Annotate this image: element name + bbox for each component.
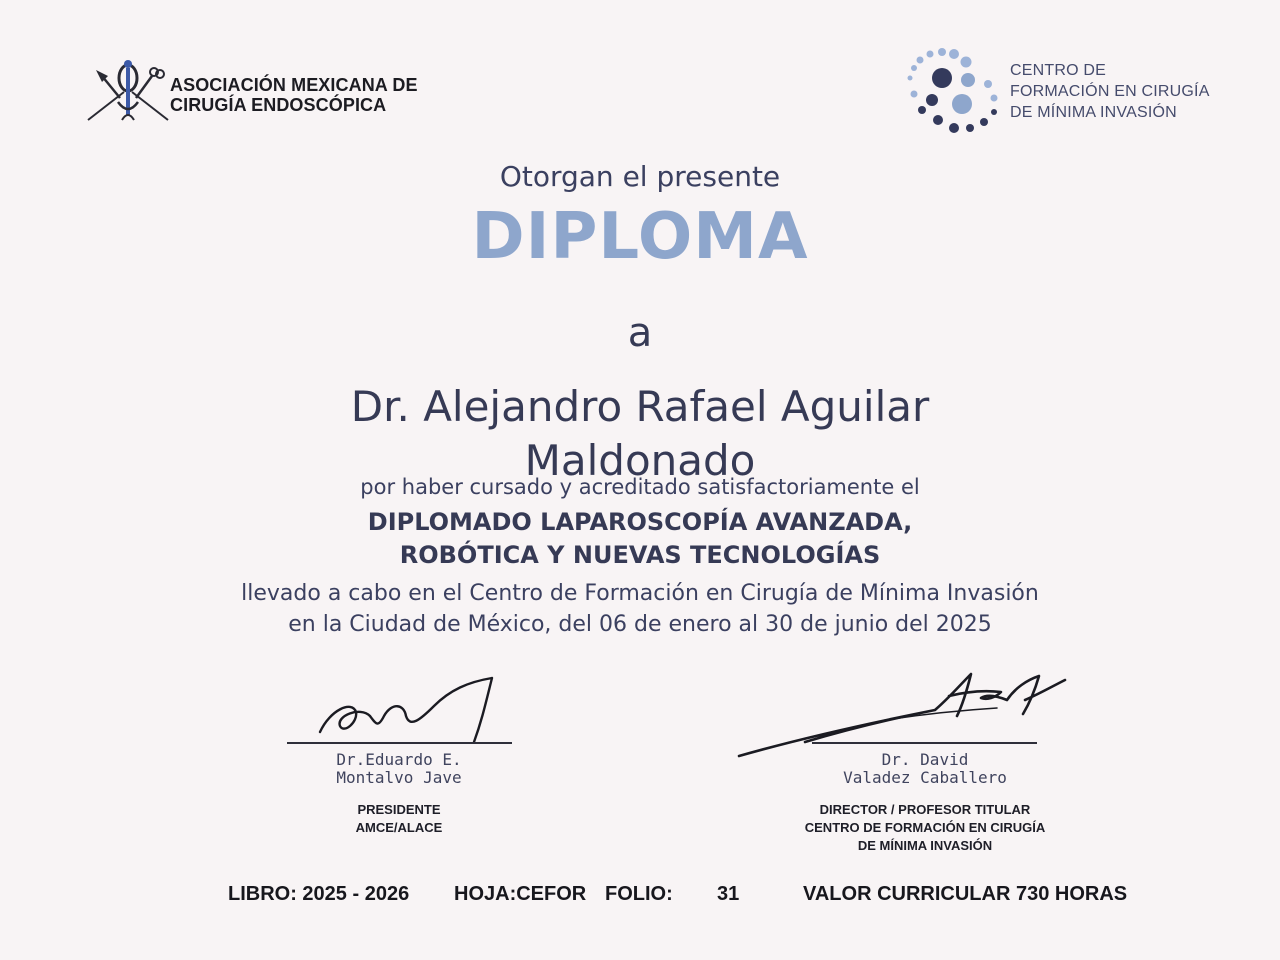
signatory-left-name-line2: Montalvo Jave [336, 768, 462, 787]
signatory-right [775, 751, 1075, 855]
signature-left [300, 676, 530, 746]
signatory-right-name-line1: Dr. David [881, 750, 969, 769]
signatory-left-role-line2: AMCE/ALACE [355, 820, 443, 835]
program-line2: ROBÓTICA Y NUEVAS TECNOLOGÍAS [399, 541, 881, 569]
intro-text: Otorgan el presente [499, 160, 781, 193]
signatory-right-name [775, 751, 1075, 787]
amce-logo [86, 58, 426, 128]
signatory-right-name-line2: Valadez Caballero [843, 768, 1007, 787]
diploma-title: DIPLOMA [471, 200, 809, 274]
recipient-line2: Maldonado [524, 436, 756, 485]
signatory-right-role-line1: DIRECTOR / PROFESOR TITULAR [819, 802, 1031, 817]
reason-text: por haber cursado y acreditado satisfactoriamente el [360, 475, 920, 499]
cefor-name-line1: CENTRO DE [1010, 62, 1107, 79]
cefor-logo [906, 48, 1226, 140]
footer-valor: VALOR CURRICULAR 730 HORAS [803, 883, 1128, 905]
footer-folio-label: FOLIO: [605, 883, 673, 905]
footer-libro: LIBRO: 2025 - 2026 [228, 883, 410, 905]
cefor-name-line2: FORMACIÓN EN CIRUGÍA [1010, 83, 1210, 100]
signatory-left [249, 751, 549, 837]
footer-hoja: HOJA:CEFOR [454, 883, 587, 905]
amce-name-line1: ASOCIACIÓN MEXICANA DE [170, 75, 418, 95]
amce-name [170, 75, 418, 115]
signatory-right-role [775, 801, 1075, 855]
amce-name-line2: CIRUGÍA ENDOSCÓPICA [170, 95, 387, 115]
to-word: a [627, 310, 653, 356]
surgical-emblem-icon [86, 58, 170, 128]
signature-line-right [812, 742, 1037, 744]
place-line1: llevado a cabo en el Centro de Formación en Cirugía de Mínima Invasión [241, 581, 1039, 606]
program-line1: DIPLOMADO LAPAROSCOPÍA AVANZADA, [367, 508, 913, 536]
recipient-line1: Dr. Alejandro Rafael Aguilar [350, 382, 930, 431]
cefor-name-line3: DE MÍNIMA INVASIÓN [1010, 104, 1177, 121]
signatory-right-role-line3: DE MÍNIMA INVASIÓN [857, 838, 993, 853]
signatory-left-role-line1: PRESIDENTE [357, 802, 441, 817]
signature-line-left [287, 742, 512, 744]
signatory-right-role-line2: CENTRO DE FORMACIÓN EN CIRUGÍA [804, 820, 1046, 835]
signatory-left-name-line1: Dr.Eduardo E. [336, 750, 462, 769]
cefor-name [1010, 60, 1210, 123]
place-text [0, 578, 1280, 640]
dot-cluster-icon [906, 48, 1002, 140]
place-line2: en la Ciudad de México, del 06 de enero al 30 de junio del 2025 [288, 612, 992, 637]
program-name [0, 506, 1280, 572]
signatory-left-name [249, 751, 549, 787]
recipient-name [0, 380, 1280, 488]
signature-right [735, 670, 1075, 760]
signatory-left-role [249, 801, 549, 837]
footer-folio-value: 31 [717, 883, 740, 905]
